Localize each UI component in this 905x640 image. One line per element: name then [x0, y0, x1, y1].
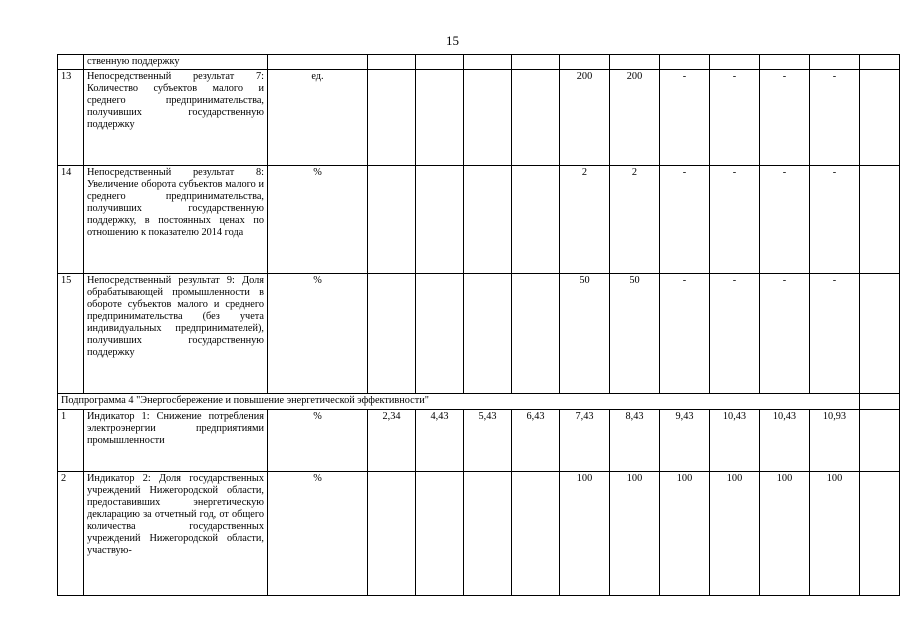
table-row — [58, 70, 900, 166]
value-cell: - — [660, 70, 710, 166]
value-cell: - — [810, 274, 860, 394]
table-row — [58, 410, 900, 472]
value-cell: - — [710, 274, 760, 394]
page-number: 15 — [446, 33, 459, 48]
indicators-table — [57, 54, 900, 596]
value-cell: 7,43 — [560, 410, 610, 472]
value-cell: 10,43 — [710, 410, 760, 472]
value-cell — [512, 166, 560, 274]
value-cell — [710, 55, 760, 70]
value-cell: 50 — [560, 274, 610, 394]
value-cell — [368, 166, 416, 274]
value-cell — [860, 55, 900, 70]
value-cell — [464, 70, 512, 166]
value-cell — [464, 472, 512, 596]
unit-cell — [268, 55, 368, 70]
indicator-name: Индикатор 2: Доля государственных учреждений Нижегородской области, предоставивших энергетическую декларацию за отчетный год, от общего количества государственных учреждений Нижегородской области, участвую- — [84, 472, 268, 596]
value-cell: 2 — [560, 166, 610, 274]
table-cell — [860, 394, 900, 410]
value-cell: - — [760, 166, 810, 274]
value-cell: 200 — [610, 70, 660, 166]
value-cell: - — [810, 70, 860, 166]
value-cell: 2,34 — [368, 410, 416, 472]
value-cell: 100 — [760, 472, 810, 596]
value-cell — [660, 55, 710, 70]
indicator-name: Непосредственный результат 8: Увеличение оборота субъектов малого и среднего предпринимательства, получивших государственную поддержку, в постоянных ценах по отношению к показателю 2014 года — [84, 166, 268, 274]
value-cell: 100 — [610, 472, 660, 596]
value-cell: 6,43 — [512, 410, 560, 472]
value-cell — [512, 274, 560, 394]
indicator-name: ственную поддержку — [84, 55, 268, 70]
value-cell — [464, 274, 512, 394]
value-cell: 8,43 — [610, 410, 660, 472]
indicator-name: Непосредственный результат 9: Доля обрабатывающей промышленности в обороте субъектов малого и среднего предпринимательства (без учета индивидуальных предпринимателей), получивших государственную поддержку — [84, 274, 268, 394]
value-cell — [860, 472, 900, 596]
unit-cell: % — [268, 472, 368, 596]
unit-cell: % — [268, 274, 368, 394]
value-cell — [416, 70, 464, 166]
value-cell: - — [710, 70, 760, 166]
value-cell: 200 — [560, 70, 610, 166]
subprogram-row — [58, 394, 900, 410]
value-cell — [368, 55, 416, 70]
row-number — [58, 55, 84, 70]
unit-cell: % — [268, 410, 368, 472]
table-row — [58, 166, 900, 274]
value-cell — [464, 166, 512, 274]
value-cell — [610, 55, 660, 70]
value-cell — [368, 472, 416, 596]
value-cell: - — [760, 274, 810, 394]
indicator-name: Непосредственный результат 7: Количество субъектов малого и среднего предпринимательства, получивших государственную поддержку — [84, 70, 268, 166]
subprogram-title: Подпрограмма 4 "Энергосбережение и повышение энергетической эффективности" — [58, 394, 860, 410]
value-cell — [464, 55, 512, 70]
value-cell: 100 — [710, 472, 760, 596]
row-number: 14 — [58, 166, 84, 274]
value-cell: 50 — [610, 274, 660, 394]
value-cell: 100 — [660, 472, 710, 596]
value-cell — [810, 55, 860, 70]
row-number: 15 — [58, 274, 84, 394]
value-cell: - — [710, 166, 760, 274]
value-cell: - — [760, 70, 810, 166]
value-cell: - — [660, 166, 710, 274]
value-cell — [560, 55, 610, 70]
value-cell: - — [660, 274, 710, 394]
value-cell: 4,43 — [416, 410, 464, 472]
table-row — [58, 472, 900, 596]
value-cell — [512, 55, 560, 70]
value-cell — [416, 166, 464, 274]
value-cell — [368, 274, 416, 394]
value-cell: 10,93 — [810, 410, 860, 472]
value-cell — [860, 70, 900, 166]
row-number: 2 — [58, 472, 84, 596]
value-cell — [760, 55, 810, 70]
value-cell — [860, 274, 900, 394]
value-cell: - — [810, 166, 860, 274]
value-cell — [416, 274, 464, 394]
table-body — [58, 55, 900, 596]
unit-cell: ед. — [268, 70, 368, 166]
value-cell: 5,43 — [464, 410, 512, 472]
value-cell: 100 — [810, 472, 860, 596]
value-cell — [512, 472, 560, 596]
table-row — [58, 55, 900, 70]
value-cell: 10,43 — [760, 410, 810, 472]
value-cell — [860, 166, 900, 274]
value-cell: 9,43 — [660, 410, 710, 472]
value-cell — [368, 70, 416, 166]
value-cell: 100 — [560, 472, 610, 596]
value-cell — [416, 55, 464, 70]
value-cell — [860, 410, 900, 472]
value-cell: 2 — [610, 166, 660, 274]
value-cell — [512, 70, 560, 166]
unit-cell: % — [268, 166, 368, 274]
value-cell — [416, 472, 464, 596]
indicator-name: Индикатор 1: Снижение потребления электроэнергии предприятиями промышленности — [84, 410, 268, 472]
row-number: 1 — [58, 410, 84, 472]
row-number: 13 — [58, 70, 84, 166]
table-row — [58, 274, 900, 394]
